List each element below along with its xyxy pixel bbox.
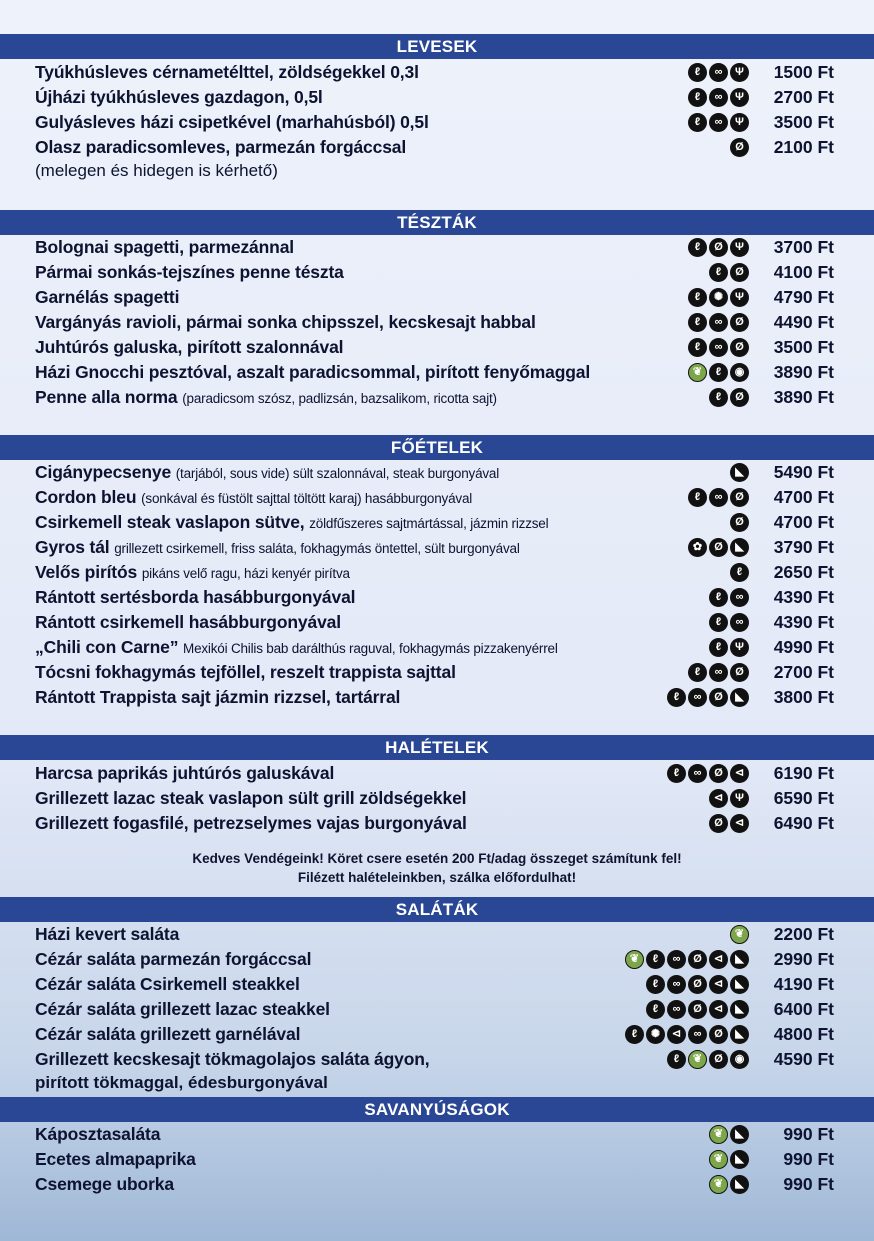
allergen-icons bbox=[709, 1150, 749, 1169]
celery-icon: Ψ bbox=[730, 789, 749, 808]
item-name bbox=[35, 972, 300, 996]
allergen-icons bbox=[730, 513, 749, 532]
item-title: Gulyásleves házi csipetkével (marhahúsból) 0,5l bbox=[35, 112, 429, 132]
item-price: 3800 Ft bbox=[773, 687, 834, 707]
allergen-icons bbox=[688, 363, 749, 382]
egg-icon: ∞ bbox=[688, 764, 707, 783]
item-name bbox=[35, 260, 344, 284]
item-name bbox=[35, 610, 341, 634]
menu-item bbox=[35, 786, 834, 810]
milk-icon: Ø bbox=[709, 688, 728, 707]
item-name bbox=[35, 485, 472, 511]
item-price: 6490 Ft bbox=[773, 813, 834, 833]
celery-icon: Ψ bbox=[730, 63, 749, 82]
mustard-icon: ◣ bbox=[730, 688, 749, 707]
item-name bbox=[35, 510, 548, 536]
egg-icon: ∞ bbox=[667, 950, 686, 969]
wheat-icon: ℓ bbox=[709, 638, 728, 657]
item-price: 4800 Ft bbox=[773, 1024, 834, 1044]
mustard-icon: ◣ bbox=[730, 1125, 749, 1144]
celery-icon: Ψ bbox=[730, 88, 749, 107]
section-header-haletelek: HALÉTELEK bbox=[0, 735, 874, 760]
item-price: 3500 Ft bbox=[773, 112, 834, 132]
milk-icon: Ø bbox=[730, 138, 749, 157]
item-price: 3890 Ft bbox=[773, 387, 834, 407]
item-price: 3500 Ft bbox=[773, 337, 834, 357]
allergen-icons bbox=[709, 388, 749, 407]
fish-icon: ⊲ bbox=[730, 764, 749, 783]
menu-item bbox=[35, 761, 834, 785]
item-description: (tarjából, sous vide) sült szalonnával, steak burgonyával bbox=[175, 466, 500, 481]
wheat-icon: ℓ bbox=[688, 338, 707, 357]
item-description: (paradicsom szósz, padlizsán, bazsalikom, ricotta sajt) bbox=[182, 391, 497, 406]
celery-icon: Ψ bbox=[730, 113, 749, 132]
menu-item bbox=[35, 972, 834, 996]
egg-icon: ∞ bbox=[688, 688, 707, 707]
milk-icon: Ø bbox=[730, 313, 749, 332]
wheat-icon: ℓ bbox=[709, 588, 728, 607]
menu-item bbox=[35, 947, 834, 971]
celery-icon: Ψ bbox=[730, 638, 749, 657]
menu-item bbox=[35, 510, 834, 534]
mustard-icon: ◣ bbox=[730, 463, 749, 482]
item-title: Házi kevert saláta bbox=[35, 924, 180, 944]
item-price: 3700 Ft bbox=[773, 237, 834, 257]
item-subline: (melegen és hidegen is kérhető) bbox=[35, 161, 278, 180]
nut-icon: ◉ bbox=[730, 1050, 749, 1069]
item-title: Grillezett fogasfilé, petrezselymes vajas burgonyával bbox=[35, 813, 467, 833]
item-name bbox=[35, 1047, 430, 1071]
item-price: 2700 Ft bbox=[773, 662, 834, 682]
wheat-icon: ℓ bbox=[688, 313, 707, 332]
item-title: Grillezett lazac steak vaslapon sült grill zöldségekkel bbox=[35, 788, 467, 808]
mustard-icon: ◣ bbox=[730, 950, 749, 969]
item-price: 6590 Ft bbox=[773, 788, 834, 808]
vegetarian-icon: ❦ bbox=[709, 1175, 728, 1194]
allergen-icons bbox=[688, 663, 749, 682]
item-price: 4390 Ft bbox=[773, 612, 834, 632]
vegetarian-icon: ❦ bbox=[730, 925, 749, 944]
menu-item bbox=[35, 485, 834, 509]
milk-icon: Ø bbox=[730, 663, 749, 682]
menu-item bbox=[35, 610, 834, 634]
mustard-icon: ◣ bbox=[730, 1000, 749, 1019]
wheat-icon: ℓ bbox=[625, 1025, 644, 1044]
item-title: Rántott sertésborda hasábburgonyával bbox=[35, 587, 356, 607]
menu-item bbox=[35, 922, 834, 946]
vegetarian-icon: ❦ bbox=[709, 1150, 728, 1169]
fish-icon: ⊲ bbox=[709, 975, 728, 994]
item-price: 2990 Ft bbox=[773, 949, 834, 969]
menu-item bbox=[35, 660, 834, 684]
item-price: 6400 Ft bbox=[773, 999, 834, 1019]
allergen-icons bbox=[709, 263, 749, 282]
item-title: Tócsni fokhagymás tejföllel, reszelt trappista sajttal bbox=[35, 662, 456, 682]
section-header-savanyusagok: SAVANYÚSÁGOK bbox=[0, 1097, 874, 1122]
egg-icon: ∞ bbox=[667, 975, 686, 994]
wheat-icon: ℓ bbox=[667, 688, 686, 707]
menu-item bbox=[35, 260, 834, 284]
egg-icon: ∞ bbox=[730, 613, 749, 632]
item-name bbox=[35, 85, 323, 109]
menu-item bbox=[35, 285, 834, 309]
allergen-icons bbox=[688, 63, 749, 82]
crab-icon: ✺ bbox=[646, 1025, 665, 1044]
mustard-icon: ◣ bbox=[730, 538, 749, 557]
menu-item bbox=[35, 560, 834, 584]
item-price: 990 Ft bbox=[783, 1124, 834, 1144]
item-name bbox=[35, 1022, 300, 1046]
item-description: (sonkával és füstölt sajttal töltött karaj) hasábburgonyával bbox=[141, 491, 473, 506]
menu-item bbox=[35, 110, 834, 134]
allergen-icons bbox=[709, 814, 749, 833]
egg-icon: ∞ bbox=[709, 313, 728, 332]
item-price: 2200 Ft bbox=[773, 924, 834, 944]
item-title: Tyúkhúsleves cérnametélttel, zöldségekkel 0,3l bbox=[35, 62, 419, 82]
item-title: Cordon bleu bbox=[35, 487, 137, 507]
item-name bbox=[35, 285, 179, 309]
allergen-icons bbox=[730, 925, 749, 944]
nut-icon: ◉ bbox=[730, 363, 749, 382]
milk-icon: Ø bbox=[730, 488, 749, 507]
egg-icon: ∞ bbox=[709, 663, 728, 682]
allergen-icons bbox=[667, 688, 749, 707]
wheat-icon: ℓ bbox=[709, 388, 728, 407]
egg-icon: ∞ bbox=[709, 88, 728, 107]
item-title: Házi Gnocchi pesztóval, aszalt paradicsommal, pirított fenyőmaggal bbox=[35, 362, 591, 382]
mustard-icon: ◣ bbox=[730, 975, 749, 994]
allergen-icons bbox=[709, 638, 749, 657]
section-header-levesek: LEVESEK bbox=[0, 34, 874, 59]
mustard-icon: ◣ bbox=[730, 1175, 749, 1194]
item-name bbox=[35, 947, 311, 971]
menu-item bbox=[35, 60, 834, 84]
vegetarian-icon: ❦ bbox=[688, 1050, 707, 1069]
milk-icon: Ø bbox=[730, 513, 749, 532]
menu-item bbox=[35, 360, 834, 384]
fish-icon: ⊲ bbox=[667, 1025, 686, 1044]
menu-item bbox=[35, 385, 834, 409]
item-name bbox=[35, 922, 179, 946]
item-name bbox=[35, 460, 499, 486]
menu-item bbox=[35, 685, 834, 709]
wheat-icon: ℓ bbox=[688, 113, 707, 132]
menu-item bbox=[35, 135, 834, 180]
milk-icon: Ø bbox=[730, 388, 749, 407]
milk-icon: Ø bbox=[709, 1025, 728, 1044]
allergen-icons bbox=[730, 463, 749, 482]
celery-icon: Ψ bbox=[730, 238, 749, 257]
item-title: Újházi tyúkhúsleves gazdagon, 0,5l bbox=[35, 87, 323, 107]
milk-icon: Ø bbox=[688, 975, 707, 994]
milk-icon: Ø bbox=[688, 1000, 707, 1019]
item-title: Cézár saláta Csirkemell steakkel bbox=[35, 974, 300, 994]
allergen-icons bbox=[688, 538, 749, 557]
item-price: 990 Ft bbox=[783, 1174, 834, 1194]
allergen-icons bbox=[688, 488, 749, 507]
egg-icon: ∞ bbox=[709, 113, 728, 132]
item-subline: pirított tökmaggal, édesburgonyával bbox=[35, 1073, 328, 1092]
allergen-icons bbox=[667, 764, 749, 783]
item-price: 4990 Ft bbox=[773, 637, 834, 657]
item-name bbox=[35, 786, 466, 810]
milk-icon: Ø bbox=[709, 764, 728, 783]
allergen-icons bbox=[667, 1050, 749, 1069]
allergen-icons bbox=[709, 588, 749, 607]
wheat-icon: ℓ bbox=[709, 363, 728, 382]
wheat-icon: ℓ bbox=[688, 288, 707, 307]
fish-icon: ⊲ bbox=[709, 950, 728, 969]
wheat-icon: ℓ bbox=[667, 764, 686, 783]
item-title: Juhtúrós galuska, pirított szalonnával bbox=[35, 337, 344, 357]
item-description: zöldfűszeres sajtmártással, jázmin rizzsel bbox=[309, 516, 549, 531]
item-price: 4100 Ft bbox=[773, 262, 834, 282]
item-name bbox=[35, 385, 497, 411]
item-name bbox=[35, 1122, 160, 1146]
allergen-icons bbox=[709, 1125, 749, 1144]
menu-item bbox=[35, 1172, 834, 1196]
item-title: Csemege uborka bbox=[35, 1174, 174, 1194]
item-name bbox=[35, 761, 334, 785]
item-name bbox=[35, 635, 558, 661]
menu-item bbox=[35, 535, 834, 559]
menu-item bbox=[35, 585, 834, 609]
item-price: 4190 Ft bbox=[773, 974, 834, 994]
menu-item bbox=[35, 235, 834, 259]
wheat-icon: ℓ bbox=[709, 613, 728, 632]
item-name bbox=[35, 110, 429, 134]
item-name bbox=[35, 135, 406, 159]
egg-icon: ∞ bbox=[730, 588, 749, 607]
item-price: 6190 Ft bbox=[773, 763, 834, 783]
wheat-icon: ℓ bbox=[730, 563, 749, 582]
allergen-icons bbox=[730, 138, 749, 157]
allergen-icons bbox=[688, 113, 749, 132]
allergen-icons bbox=[709, 789, 749, 808]
item-title: „Chili con Carne” bbox=[35, 637, 179, 657]
item-title: Gyros tál bbox=[35, 537, 110, 557]
item-price: 1500 Ft bbox=[773, 62, 834, 82]
item-title: Csirkemell steak vaslapon sütve, bbox=[35, 512, 305, 532]
vegetarian-icon: ❦ bbox=[709, 1125, 728, 1144]
item-title: Grillezett kecskesajt tökmagolajos saláta ágyon, bbox=[35, 1049, 430, 1069]
item-description: Mexikói Chilis bab darálthús raguval, fokhagymás pizzakenyérrel bbox=[183, 641, 558, 656]
item-name bbox=[35, 310, 536, 334]
wheat-icon: ℓ bbox=[709, 263, 728, 282]
section-header-tesztak: TÉSZTÁK bbox=[0, 210, 874, 235]
allergen-icons bbox=[730, 563, 749, 582]
allergen-icons bbox=[688, 238, 749, 257]
wheat-icon: ℓ bbox=[688, 63, 707, 82]
item-title: Garnélás spagetti bbox=[35, 287, 180, 307]
item-description: pikáns velő ragu, házi kenyér pirítva bbox=[141, 566, 350, 581]
egg-icon: ∞ bbox=[667, 1000, 686, 1019]
milk-icon: Ø bbox=[709, 814, 728, 833]
menu-item bbox=[35, 310, 834, 334]
item-title: Vargányás ravioli, pármai sonka chipsszel, kecskesajt habbal bbox=[35, 312, 536, 332]
milk-icon: Ø bbox=[709, 1050, 728, 1069]
fish-icon: ⊲ bbox=[730, 814, 749, 833]
item-price: 4390 Ft bbox=[773, 587, 834, 607]
allergen-icons bbox=[688, 338, 749, 357]
item-price: 2700 Ft bbox=[773, 87, 834, 107]
notice-line-1: Kedves Vendégeink! Köret csere esetén 200 Ft/adag összeget számítunk fel! bbox=[192, 851, 682, 866]
item-price: 3890 Ft bbox=[773, 362, 834, 382]
wheat-icon: ℓ bbox=[688, 488, 707, 507]
menu-item bbox=[35, 1122, 834, 1146]
item-price: 4590 Ft bbox=[773, 1049, 834, 1069]
wheat-icon: ℓ bbox=[688, 238, 707, 257]
item-price: 4790 Ft bbox=[773, 287, 834, 307]
item-name bbox=[35, 997, 330, 1021]
egg-icon: ∞ bbox=[709, 488, 728, 507]
menu-item bbox=[35, 997, 834, 1021]
item-title: Bolognai spagetti, parmezánnal bbox=[35, 237, 295, 257]
item-name bbox=[35, 360, 590, 384]
wheat-icon: ℓ bbox=[667, 1050, 686, 1069]
vegetarian-icon: ❦ bbox=[688, 363, 707, 382]
item-name bbox=[35, 335, 343, 359]
item-name bbox=[35, 560, 350, 586]
milk-icon: Ø bbox=[730, 263, 749, 282]
item-price: 990 Ft bbox=[783, 1149, 834, 1169]
item-title: Velős pirítós bbox=[35, 562, 138, 582]
item-price: 3790 Ft bbox=[773, 537, 834, 557]
item-title: Cigánypecsenye bbox=[35, 462, 172, 482]
allergen-icons bbox=[688, 313, 749, 332]
item-title: Harcsa paprikás juhtúrós galuskával bbox=[35, 763, 335, 783]
soy-icon: ✿ bbox=[688, 538, 707, 557]
wheat-icon: ℓ bbox=[646, 1000, 665, 1019]
item-price: 4700 Ft bbox=[773, 487, 834, 507]
item-name bbox=[35, 235, 294, 259]
crab-icon: ✺ bbox=[709, 288, 728, 307]
wheat-icon: ℓ bbox=[688, 663, 707, 682]
menu-item bbox=[35, 1147, 834, 1171]
menu-item bbox=[35, 1047, 834, 1092]
milk-icon: Ø bbox=[688, 950, 707, 969]
milk-icon: Ø bbox=[730, 338, 749, 357]
item-title: Rántott Trappista sajt jázmin rizzsel, tartárral bbox=[35, 687, 401, 707]
item-title: Rántott csirkemell hasábburgonyával bbox=[35, 612, 341, 632]
fish-icon: ⊲ bbox=[709, 1000, 728, 1019]
item-name bbox=[35, 685, 400, 709]
egg-icon: ∞ bbox=[709, 63, 728, 82]
wheat-icon: ℓ bbox=[646, 975, 665, 994]
notice-line-2: Filézett halételeinkben, szálka előfordulhat! bbox=[297, 870, 577, 885]
allergen-icons bbox=[625, 950, 749, 969]
item-name bbox=[35, 660, 456, 684]
egg-icon: ∞ bbox=[709, 338, 728, 357]
wheat-icon: ℓ bbox=[688, 88, 707, 107]
mustard-icon: ◣ bbox=[730, 1150, 749, 1169]
egg-icon: ∞ bbox=[688, 1025, 707, 1044]
section-header-foetelek: FŐÉTELEK bbox=[0, 435, 874, 460]
milk-icon: Ø bbox=[709, 238, 728, 257]
allergen-icons bbox=[709, 613, 749, 632]
item-name bbox=[35, 811, 467, 835]
menu-item bbox=[35, 335, 834, 359]
item-title: Cézár saláta grillezett garnélával bbox=[35, 1024, 301, 1044]
item-name bbox=[35, 535, 520, 561]
item-price: 4700 Ft bbox=[773, 512, 834, 532]
allergen-icons bbox=[646, 1000, 749, 1019]
item-title: Pármai sonkás-tejszínes penne tészta bbox=[35, 262, 344, 282]
item-title: Cézár saláta parmezán forgáccsal bbox=[35, 949, 312, 969]
menu-item bbox=[35, 635, 834, 659]
item-name bbox=[35, 1172, 174, 1196]
item-price: 4490 Ft bbox=[773, 312, 834, 332]
menu-item bbox=[35, 85, 834, 109]
item-price: 2100 Ft bbox=[773, 137, 834, 157]
menu-item bbox=[35, 811, 834, 835]
fish-icon: ⊲ bbox=[709, 789, 728, 808]
item-title: Ecetes almapaprika bbox=[35, 1149, 196, 1169]
item-name bbox=[35, 585, 355, 609]
allergen-icons bbox=[688, 288, 749, 307]
item-price: 2650 Ft bbox=[773, 562, 834, 582]
milk-icon: Ø bbox=[709, 538, 728, 557]
wheat-icon: ℓ bbox=[646, 950, 665, 969]
menu-item bbox=[35, 1022, 834, 1046]
item-title: Olasz paradicsomleves, parmezán forgáccsal bbox=[35, 137, 407, 157]
item-title: Cézár saláta grillezett lazac steakkel bbox=[35, 999, 330, 1019]
section-header-salatak: SALÁTÁK bbox=[0, 897, 874, 922]
celery-icon: Ψ bbox=[730, 288, 749, 307]
allergen-icons bbox=[646, 975, 749, 994]
item-name bbox=[35, 1147, 196, 1171]
item-price: 5490 Ft bbox=[773, 462, 834, 482]
allergen-icons bbox=[688, 88, 749, 107]
item-title: Penne alla norma bbox=[35, 387, 178, 407]
item-name bbox=[35, 60, 419, 84]
allergen-icons bbox=[625, 1025, 749, 1044]
vegetarian-icon: ❦ bbox=[625, 950, 644, 969]
allergen-icons bbox=[709, 1175, 749, 1194]
item-title: Káposztasaláta bbox=[35, 1124, 161, 1144]
item-description: grillezett csirkemell, friss saláta, fokhagymás öntettel, sült burgonyával bbox=[114, 541, 520, 556]
mustard-icon: ◣ bbox=[730, 1025, 749, 1044]
menu-item bbox=[35, 460, 834, 484]
